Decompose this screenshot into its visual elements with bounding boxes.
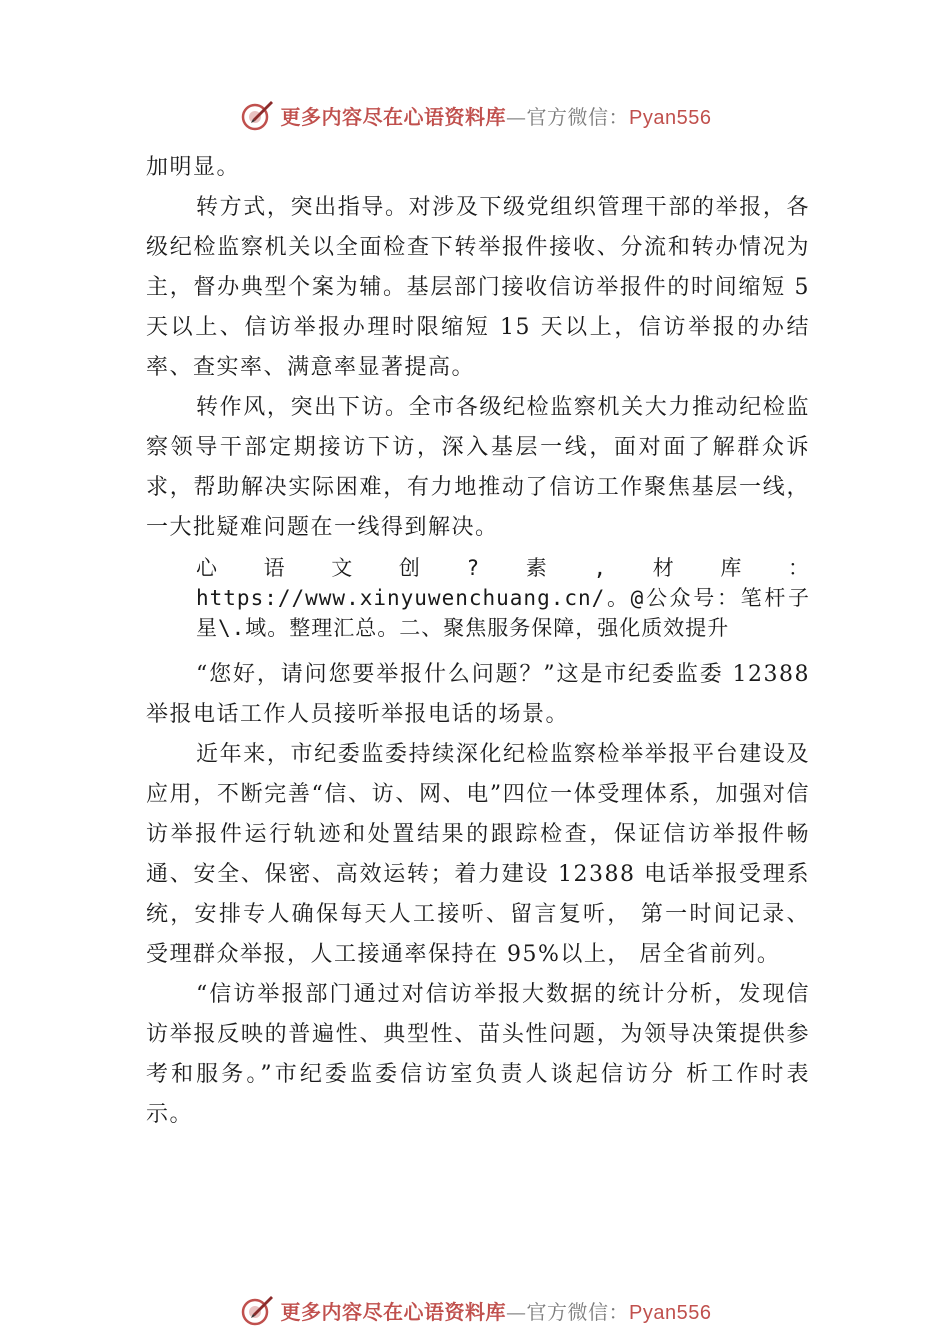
paragraph-0: 加明显。 bbox=[146, 155, 241, 180]
footer-label: 官方微信： bbox=[526, 1299, 630, 1324]
header-banner bbox=[0, 95, 950, 135]
footer-account: Pyan556 bbox=[629, 1301, 712, 1324]
quill-seal-icon bbox=[239, 97, 275, 133]
quill-seal-icon bbox=[239, 1292, 275, 1328]
header-text bbox=[281, 101, 712, 130]
footer-text bbox=[281, 1296, 712, 1325]
header-dash: — bbox=[506, 104, 527, 129]
footer-brand: 更多内容尽在心语资料库 bbox=[280, 1299, 507, 1324]
paragraph-1: 转方式，突出指导。对涉及下级党组织管理干部的举报，各级纪检监察机关以全面检查下转举报件接收、分流和转办情况为主，督办典型个案为辅。基层部门接收信访举报件的时间缩短 5 天以上、信访举报办理时限缩短 15 天以上，信访举报的办结率、查实率、满意率显著提高。 bbox=[146, 195, 810, 380]
header-label: 官方微信： bbox=[526, 104, 630, 129]
paragraph-5: 近年来，市纪委监委持续深化纪检监察检举举报平台建设及应用，不断完善“信、访、网、电”四位一体受理体系，加强对信访举报件运行轨迹和处置结果的跟踪检查，保证信访举报件畅通、安全、保密、高效运转；着力建设 12388 电话举报受理系统，安排专人确保每天人工接听、留言复听， 第一时间记录、受理群众举报，人工接通率保持在 95%以上， 居全省前列。 bbox=[146, 742, 810, 967]
header-brand: 更多内容尽在心语资料库 bbox=[280, 104, 507, 129]
paragraph-4: “您好，请问您要举报什么问题？”这是市纪委监委 12388 举报电话工作人员接听举报电话的场景。 bbox=[146, 662, 810, 727]
paragraph-2: 转作风，突出下访。全市各级纪检监察机关大力推动纪检监察领导干部定期接访下访，深入基层一线，面对面了解群众诉求，帮助解决实际困难，有力地推动了信访工作聚焦基层一线，一大批疑难问题在一线得到解决。 bbox=[146, 395, 810, 540]
document-body bbox=[146, 148, 810, 1135]
header-account: Pyan556 bbox=[629, 106, 712, 129]
paragraph-6: “信访举报部门通过对信访举报大数据的统计分析，发现信访举报反映的普遍性、典型性、苗头性问题，为领导决策提供参考和服务。”市纪委监委信访室负责人谈起信访分 析工作时表示。 bbox=[146, 982, 810, 1127]
footer-dash: — bbox=[506, 1299, 527, 1324]
footer-banner bbox=[0, 1290, 950, 1330]
paragraph-3-source-note: 心语文创?素,材库：https://www.xinyuwenchuang.cn/。@公众号：笔杆子星\.域。整理汇总。二、聚焦服务保障，强化质效提升 bbox=[196, 556, 810, 640]
